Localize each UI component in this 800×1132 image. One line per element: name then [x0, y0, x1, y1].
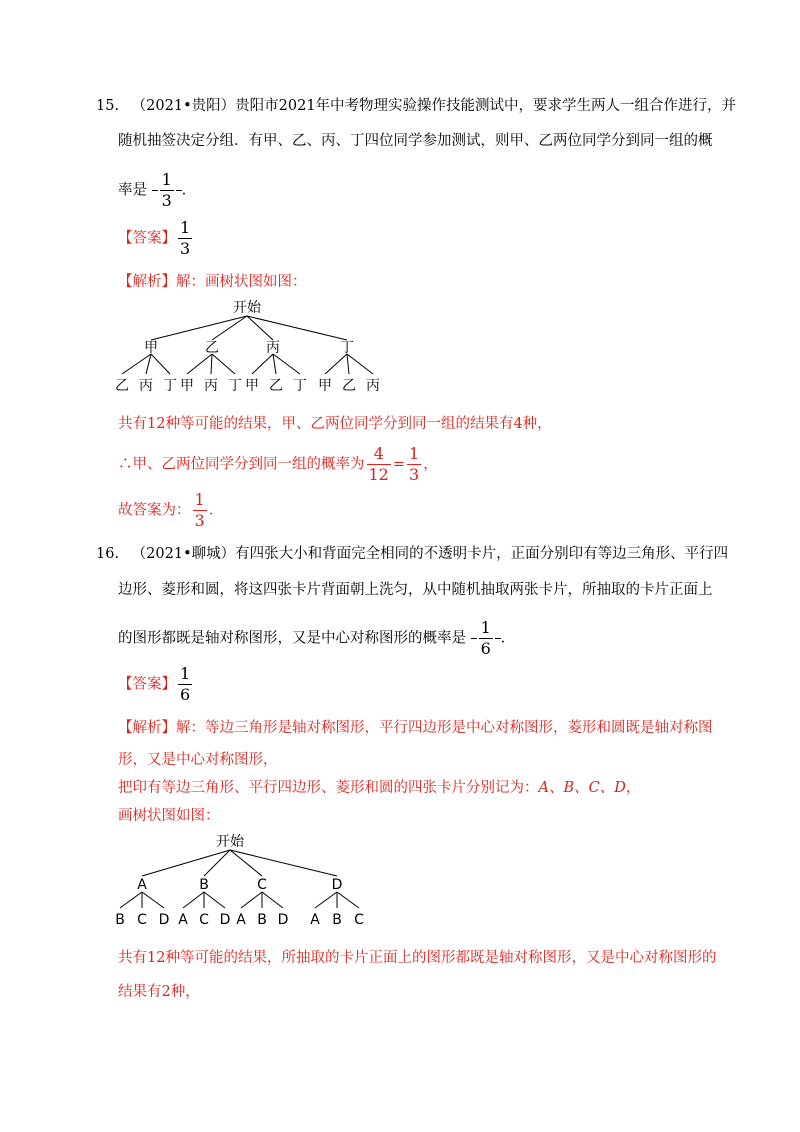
q16-tree-leaf: D — [219, 912, 231, 928]
q15-analysis-label: 【解析】 — [118, 274, 176, 290]
q15-source: （2021•贵阳） — [131, 98, 236, 114]
q15-tree-leaf: 甲 — [318, 378, 332, 394]
q15-answer — [118, 220, 194, 257]
q15-tree-leaf: 甲 — [180, 378, 194, 394]
q15-tree-leaf: 丙 — [204, 378, 218, 394]
q15-tree-leaf: 丁 — [293, 378, 307, 394]
q15-tree-leaf: 丁 — [163, 378, 177, 394]
q15-final-answer — [118, 492, 223, 529]
q16-line2: 边形、菱形和圆，将这四张卡片背面朝上洗匀，从中随机抽取两张卡片，所抽取的卡片正面上 — [118, 582, 713, 598]
q15-text-line1: 贵阳市2021年中考物理实验操作技能测试中，要求学生两人一组合作进行，并 — [235, 98, 737, 114]
q15-tree-branch: 丁 — [340, 340, 354, 356]
q15-prob-fraction-2: $\frac{1}{3}$ — [409, 444, 420, 484]
q15-therefore-suffix: ， — [423, 456, 438, 473]
q16-answer-fraction: $\frac{1}{6}$ — [180, 664, 191, 704]
q16-tree-branch: C — [257, 877, 267, 893]
q16-number: 16. — [96, 546, 120, 562]
q15-line3-suffix: ． — [181, 182, 197, 199]
q16-analysis-line4: 画树状图如图： — [118, 808, 220, 824]
q16-result-line2: 结果有2种， — [118, 984, 200, 1000]
q16-tree-leaf: A — [178, 912, 188, 928]
q15-tree-leaf: 乙 — [342, 378, 356, 394]
q15-final-prefix: 故答案为： — [118, 502, 191, 519]
q16-tree-leaf: B — [115, 912, 125, 928]
q15-tree-branch: 乙 — [205, 340, 219, 356]
q15-tree-leaf: 乙 — [115, 378, 129, 394]
q16-answer — [118, 666, 194, 703]
q16-tree-branch: A — [137, 877, 147, 893]
q15-tree-leaf: 丁 — [228, 378, 242, 394]
q16-tree-leaf: D — [277, 912, 289, 928]
q15-analysis — [118, 272, 307, 292]
q16-analysis-line3-prefix: 把印有等边三角形、平行四边形、菱形和圆的四张卡片分别记为： — [118, 780, 539, 796]
q16-tree-leaf: C — [354, 912, 364, 928]
q15-final-suffix: ． — [208, 502, 224, 519]
q15-tree-leaf: 甲 — [245, 378, 259, 394]
q15-therefore-text: ∴甲、乙两位同学分到同一组的概率为 — [118, 456, 365, 473]
q15-tree-branch: 甲 — [144, 340, 158, 356]
q15-analysis-intro: 解：画树状图如图： — [176, 274, 307, 290]
q16-source: （2021•聊城） — [131, 546, 236, 562]
q15-tree-diagram — [100, 296, 400, 398]
q16-tree-branch: D — [331, 877, 343, 893]
q16-line1 — [96, 544, 728, 564]
q16-tree-leaf: D — [158, 912, 170, 928]
q16-tree-leaf: C — [199, 912, 209, 928]
q15-blank-fraction: $\frac{1}{3}$ — [161, 170, 172, 210]
q16-line3 — [118, 620, 515, 657]
q15-tree-branch: 丙 — [266, 340, 280, 356]
q16-tree-leaf: A — [236, 912, 246, 928]
q16-blank-fraction: $\frac{1}{6}$ — [480, 618, 491, 658]
q15-final-fraction: $\frac{1}{3}$ — [194, 490, 205, 530]
q15-line1 — [96, 96, 736, 116]
q16-tree-leaf: C — [137, 912, 147, 928]
q16-line3-prefix: 的图形都既是轴对称图形，又是中心对称图形的概率是 — [118, 630, 466, 647]
q15-answer-fraction: $\frac{1}{3}$ — [180, 218, 191, 258]
q16-analysis-text-1: 解：等边三角形是轴对称图形，平行四边形是中心对称图形，菱形和圆既是轴对称图 — [176, 720, 713, 736]
q16-text-line1: 有四张大小和背面完全相同的不透明卡片，正面分别印有等边三角形、平行四 — [235, 546, 729, 562]
q16-tree-leaf: B — [257, 912, 267, 928]
q16-analysis-line3 — [118, 778, 640, 798]
q15-line3 — [118, 172, 196, 209]
q15-answer-label: 【答案】 — [118, 230, 176, 247]
q16-result-line1: 共有12种等可能的结果，所抽取的卡片正面上的图形都既是轴对称图形，又是中心对称图形的 — [118, 950, 717, 966]
q16-tree-leaf: A — [310, 912, 320, 928]
q15-line3-prefix: 率是 — [118, 182, 147, 199]
q15-therefore-line — [118, 446, 438, 483]
q16-tree-diagram — [105, 830, 375, 932]
q15-line2: 随机抽签决定分组．有甲、乙、丙、丁四位同学参加测试，则甲、乙两位同学分到同一组的概 — [118, 133, 713, 149]
q16-tree-branch: B — [199, 877, 209, 893]
q15-result-line: 共有12种等可能的结果，甲、乙两位同学分到同一组的结果有4种， — [118, 416, 552, 432]
q16-line3-suffix: ． — [500, 630, 516, 647]
q16-answer-label: 【答案】 — [118, 676, 176, 693]
q15-tree-leaf: 乙 — [269, 378, 283, 394]
q16-analysis-line2: 形，又是中心对称图形， — [118, 752, 278, 768]
q15-prob-fraction-1: $\frac{4}{12}$ — [368, 444, 389, 484]
q15-tree-root: 开始 — [233, 300, 261, 316]
q16-tree-leaf: B — [332, 912, 342, 928]
q15-tree-leaf: 丙 — [366, 378, 380, 394]
q15-equals: = — [392, 456, 406, 473]
q16-analysis-line3-vars: A、B、C、D — [538, 780, 626, 796]
q16-analysis-line3-suffix: ， — [625, 780, 641, 796]
q16-tree-root: 开始 — [216, 834, 244, 850]
q15-tree-leaf: 丙 — [139, 378, 153, 394]
q15-number: 15. — [96, 98, 120, 114]
q16-analysis-line1 — [118, 718, 713, 738]
q16-analysis-label: 【解析】 — [118, 720, 176, 736]
